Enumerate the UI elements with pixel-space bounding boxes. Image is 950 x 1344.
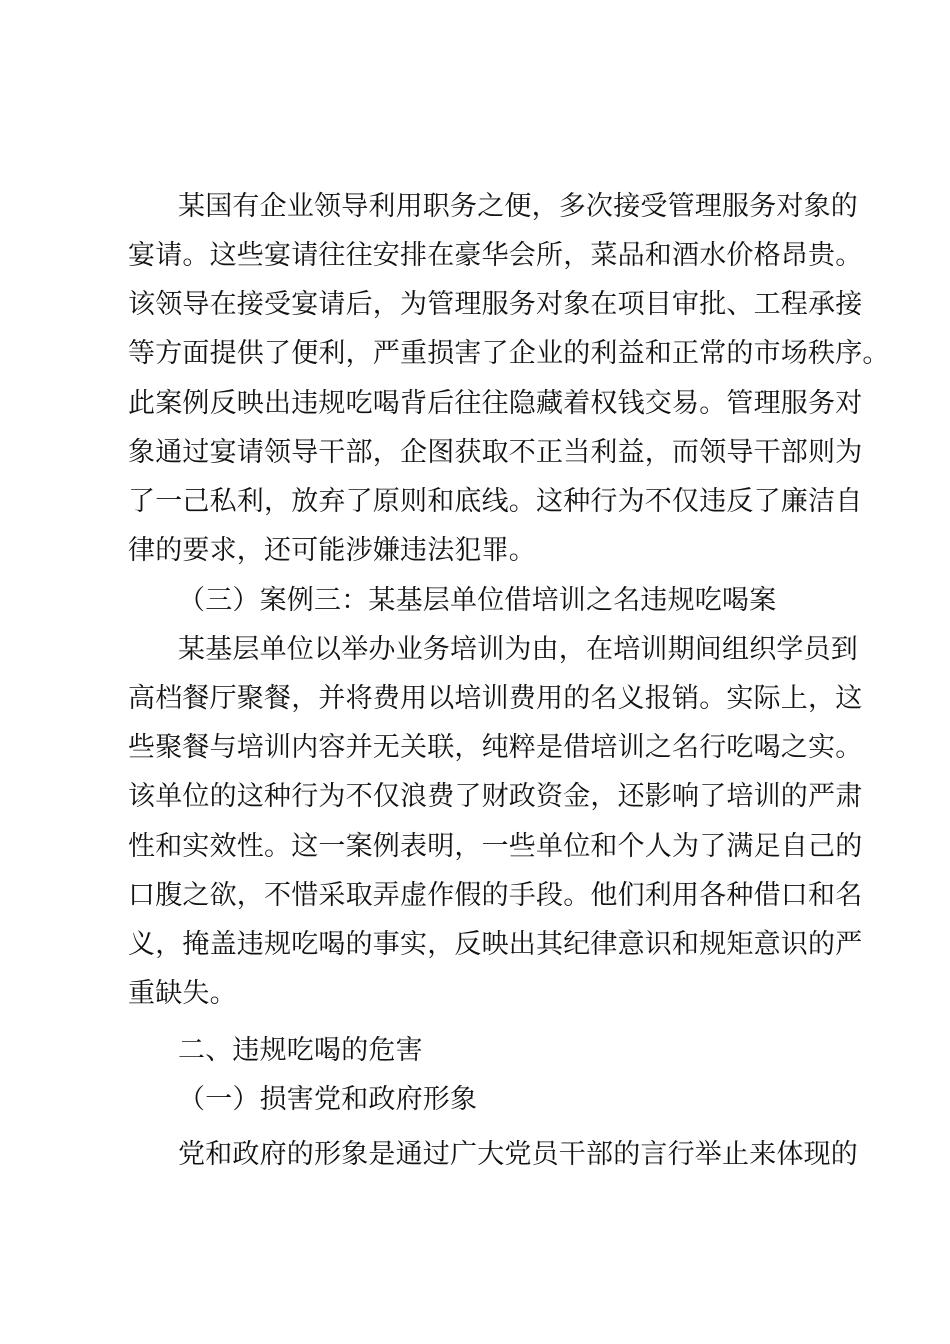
paragraph-3-line-1: 党和政府的形象是通过广大党员干部的言行举止来体现的: [178, 1139, 858, 1170]
paragraph-2-line-6: 口腹之欲，不惜采取弄虚作假的手段。他们利用各种借口和名: [128, 880, 863, 911]
paragraph-1-line-2: 宴请。这些宴请往往安排在豪华会所，菜品和酒水价格昂贵。: [128, 240, 863, 271]
paragraph-1-line-7: 了一己私利，放弃了原则和底线。这种行为不仅违反了廉洁自: [128, 486, 863, 517]
case-three-heading: （三）案例三：某基层单位借培训之名违规吃喝案: [178, 585, 777, 616]
paragraph-2-line-5: 性和实效性。这一案例表明，一些单位和个人为了满足自己的: [128, 831, 863, 862]
paragraph-1-line-3: 该领导在接受宴请后，为管理服务对象在项目审批、工程承接: [128, 289, 863, 320]
paragraph-1-line-5: 此案例反映出违规吃喝背后往往隐藏着权钱交易。管理服务对: [128, 388, 863, 419]
paragraph-2-line-7: 义，掩盖违规吃喝的事实，反映出其纪律意识和规矩意识的严: [128, 929, 863, 960]
paragraph-2-line-4: 该单位的这种行为不仅浪费了财政资金，还影响了培训的严肃: [128, 781, 863, 812]
subsection-one-heading: （一）损害党和政府形象: [178, 1084, 478, 1115]
paragraph-2-line-3: 些聚餐与培训内容并无关联，纯粹是借培训之名行吃喝之实。: [128, 732, 863, 763]
section-two-heading: 二、违规吃喝的危害: [178, 1035, 423, 1066]
paragraph-1-line-6: 象通过宴请领导干部，企图获取不正当利益，而领导干部则为: [128, 437, 863, 468]
paragraph-2-line-2: 高档餐厅聚餐，并将费用以培训费用的名义报销。实际上，这: [128, 683, 863, 714]
paragraph-1-line-4: 等方面提供了便利，严重损害了企业的利益和正常的市场秩序。: [128, 338, 890, 369]
paragraph-1-line-8: 律的要求，还可能涉嫌违法犯罪。: [128, 535, 536, 566]
paragraph-1-line-1: 某国有企业领导利用职务之便，多次接受管理服务对象的: [178, 191, 858, 222]
paragraph-2-line-1: 某基层单位以举办业务培训为由，在培训期间组织学员到: [178, 634, 858, 665]
paragraph-2-line-8: 重缺失。: [128, 978, 237, 1009]
